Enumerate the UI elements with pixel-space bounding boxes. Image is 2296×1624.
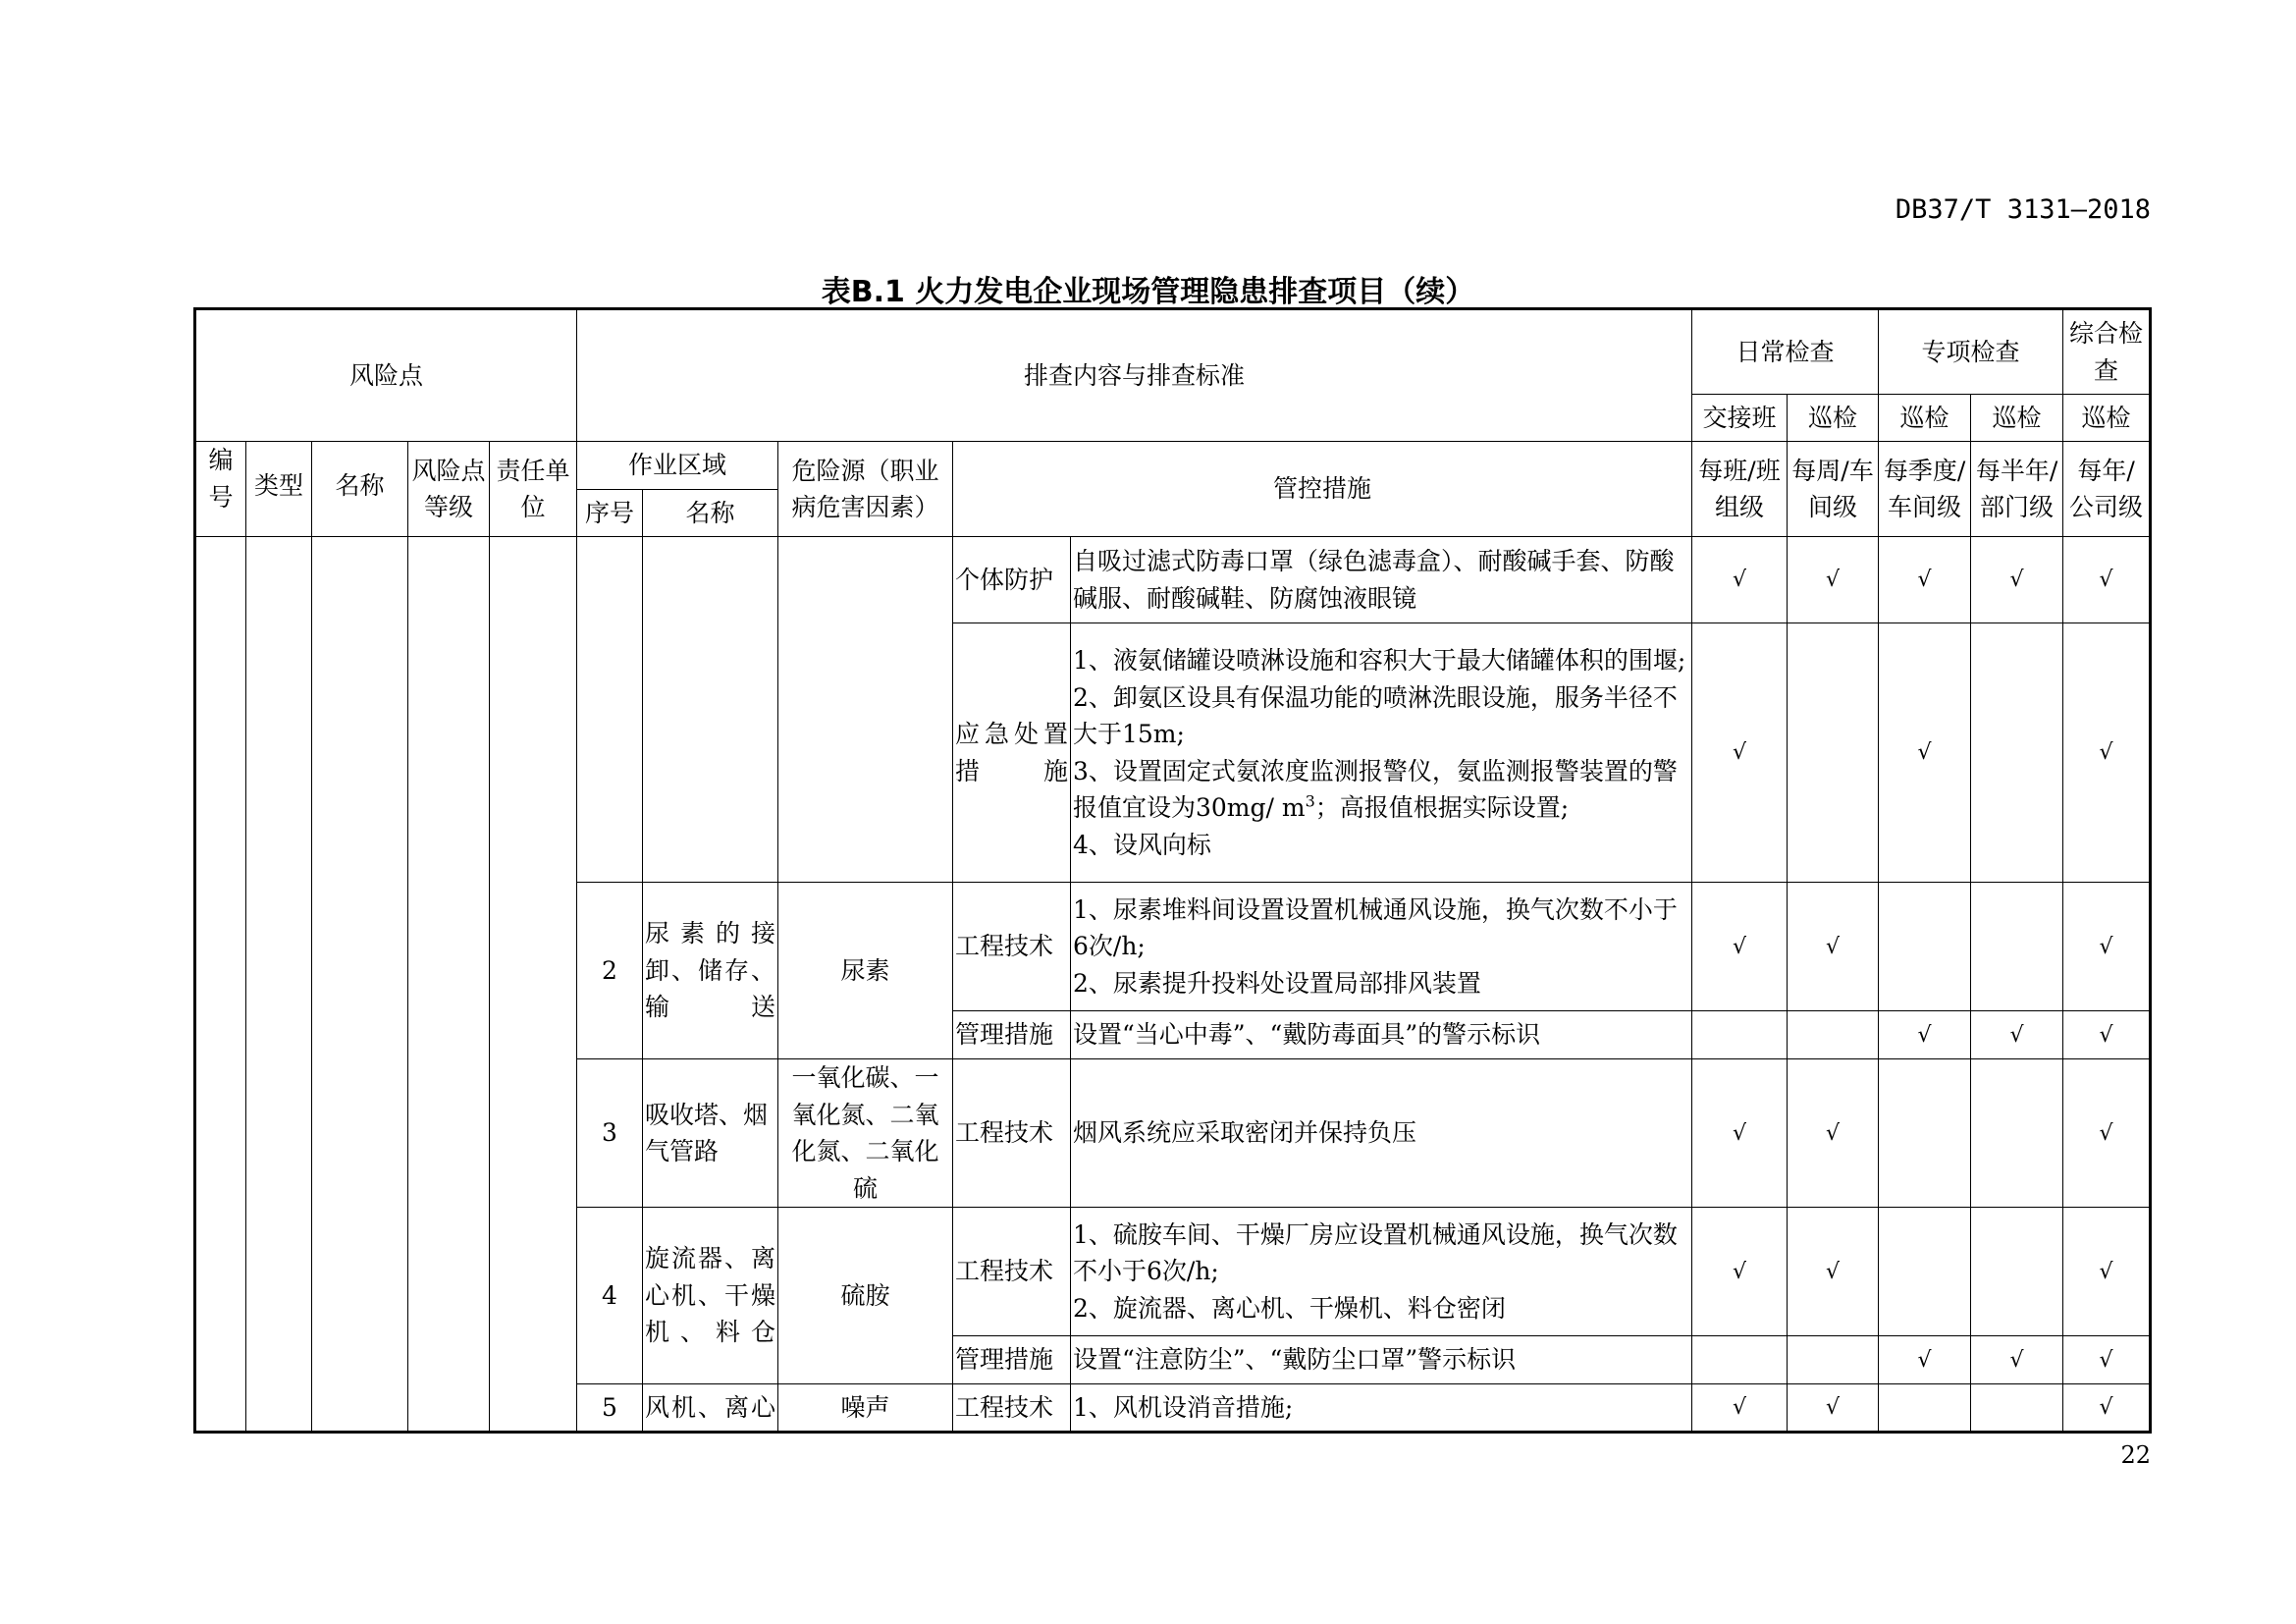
header-responsible-unit: 责任单位 [490,442,577,537]
check-mark-cell: √ [1692,537,1788,623]
check-mark-cell: √ [2063,537,2151,623]
check-mark-cell: √ [1879,623,1971,883]
check-mark-cell: √ [2063,1059,2151,1208]
measure-line: 2、旋流器、离心机、干燥机、料仓密闭 [1073,1293,1506,1323]
header-freq-year: 每年/公司级 [2063,442,2151,537]
cell-area-name [643,537,778,883]
measure-content [1071,1208,1692,1336]
check-cell [1788,1011,1879,1059]
cell-area-name: 风机、离心 [643,1384,778,1433]
cell-seq: 5 [577,1384,643,1433]
check-cell [1879,1384,1971,1433]
header-type: 类型 [246,442,312,537]
header-work-area: 作业区域 [577,442,778,490]
measure-content [1071,623,1692,883]
measure-line-text: ；高报值根据实际设置; [1314,793,1570,822]
cell-name [312,537,408,1433]
cell-area-name: 旋流器、离心机、干燥机、料仓 [643,1208,778,1384]
measure-category: 管理措施 [953,1336,1071,1384]
table-title: 表B.1 火力发电企业现场管理隐患排查项目（续） [821,275,1475,309]
check-mark-cell: √ [1692,1384,1788,1433]
measure-category: 工程技术 [953,883,1071,1011]
header-seq: 序号 [577,490,643,537]
check-cell [1971,1384,2063,1433]
header-name: 名称 [312,442,408,537]
check-mark-cell: √ [2063,1011,2151,1059]
cell-seq: 2 [577,883,643,1059]
header-patrol: 巡检 [1971,395,2063,442]
measure-line-text: 3、设置固定式氨浓度监测报警仪，氨监测报警装置的警报值宜设为30mg/ m [1073,756,1678,822]
check-cell [1879,883,1971,1011]
measure-category: 管理措施 [953,1011,1071,1059]
measure-category: 工程技术 [953,1059,1071,1208]
header-content-standard: 排查内容与排查标准 [577,309,1692,442]
check-mark-cell: √ [2063,1208,2151,1336]
measure-line: 1、液氨储罐设喷淋设施和容积大于最大储罐体积的围堰; [1073,646,1686,675]
cell-type [246,537,312,1433]
header-control-measures: 管控措施 [953,442,1692,537]
check-cell [1971,1208,2063,1336]
check-mark-cell: √ [1788,537,1879,623]
check-cell [1788,1336,1879,1384]
check-cell [1971,623,2063,883]
measure-line: 2、尿素提升投料处设置局部排风装置 [1073,968,1481,998]
check-mark-cell: √ [1879,1011,1971,1059]
measure-content: 自吸过滤式防毒口罩（绿色滤毒盒）、耐酸碱手套、防酸碱服、耐酸碱鞋、防腐蚀液眼镜 [1071,537,1692,623]
measure-line [1073,753,1689,827]
cell-hazard: 噪声 [778,1384,953,1433]
check-mark-cell: √ [2063,1384,2151,1433]
check-mark-cell: √ [1692,1208,1788,1336]
header-area-name: 名称 [643,490,778,537]
header-patrol: 巡检 [2063,395,2151,442]
check-cell [1788,623,1879,883]
check-mark-cell: √ [2063,883,2151,1011]
measure-category: 工程技术 [953,1384,1071,1433]
measure-line: 2、卸氨区设具有保温功能的喷淋洗眼设施，服务半径不大于15m; [1073,682,1678,748]
check-mark-cell: √ [1788,1208,1879,1336]
measure-line: 1、硫胺车间、干燥厂房应设置机械通风设施，换气次数不小于6次/h; [1073,1219,1678,1286]
check-mark-cell: √ [1692,1059,1788,1208]
measure-category: 个体防护 [953,537,1071,623]
check-mark-cell: √ [1788,1384,1879,1433]
header-risk-level: 风险点等级 [408,442,490,537]
check-mark-cell: √ [1692,883,1788,1011]
cell-area-name: 尿素的接卸、储存、输送 [643,883,778,1059]
measure-line: 4、设风向标 [1073,830,1211,859]
header-daily-check: 日常检查 [1692,309,1879,395]
cell-seq: 3 [577,1059,643,1208]
check-mark-cell: √ [1788,883,1879,1011]
header-hazard-source: 危险源（职业病危害因素） [778,442,953,537]
check-cell [1692,1336,1788,1384]
header-comprehensive-check: 综合检查 [2063,309,2151,395]
measure-content: 烟风系统应采取密闭并保持负压 [1071,1059,1692,1208]
check-mark-cell: √ [2063,623,2151,883]
check-cell [1971,1059,2063,1208]
cell-seq: 4 [577,1208,643,1384]
inspection-table [193,307,2152,1434]
check-mark-cell: √ [1879,537,1971,623]
header-freq-shift: 每班/班组级 [1692,442,1788,537]
header-special-check: 专项检查 [1879,309,2063,395]
measure-content: 设置“当心中毒”、“戴防毒面具”的警示标识 [1071,1011,1692,1059]
header-shift-handover: 交接班 [1692,395,1788,442]
measure-content: 设置“注意防尘”、“戴防尘口罩”警示标识 [1071,1336,1692,1384]
check-cell [1879,1208,1971,1336]
check-cell [1879,1059,1971,1208]
check-mark-cell: √ [1971,1336,2063,1384]
header-freq-halfyear: 每半年/部门级 [1971,442,2063,537]
header-patrol: 巡检 [1879,395,1971,442]
header-no: 编号 [195,442,246,537]
cell-no [195,537,246,1433]
measure-line: 1、尿素堆料间设置设置机械通风设施，换气次数不小于6次/h; [1073,894,1678,961]
cell-hazard: 尿素 [778,883,953,1059]
header-freq-quarter: 每季度/车间级 [1879,442,1971,537]
page-number: 22 [2120,1441,2151,1469]
header-patrol: 巡检 [1788,395,1879,442]
check-mark-cell: √ [1788,1059,1879,1208]
check-mark-cell: √ [1879,1336,1971,1384]
cell-area-name: 吸收塔、烟气管路 [643,1059,778,1208]
check-mark-cell: √ [1692,623,1788,883]
check-mark-cell: √ [2063,1336,2151,1384]
cell-hazard [778,537,953,883]
measure-category: 工程技术 [953,1208,1071,1336]
measure-category: 应急处置措施 [953,623,1071,883]
cell-risk-level [408,537,490,1433]
cell-responsible-unit [490,537,577,1433]
measure-content [1071,883,1692,1011]
cell-hazard: 一氧化碳、一氧化氮、二氧化氮、二氧化硫 [778,1059,953,1208]
cell-hazard: 硫胺 [778,1208,953,1384]
cell-seq [577,537,643,883]
check-cell [1692,1011,1788,1059]
check-mark-cell: √ [1971,1011,2063,1059]
check-cell [1971,883,2063,1011]
header-freq-week: 每周/车间级 [1788,442,1879,537]
check-mark-cell: √ [1971,537,2063,623]
measure-content: 1、风机设消音措施; [1071,1384,1692,1433]
document-code: DB37/T 3131—2018 [1895,194,2151,225]
unit-superscript: 3 [1305,791,1315,811]
header-risk-point: 风险点 [195,309,577,442]
